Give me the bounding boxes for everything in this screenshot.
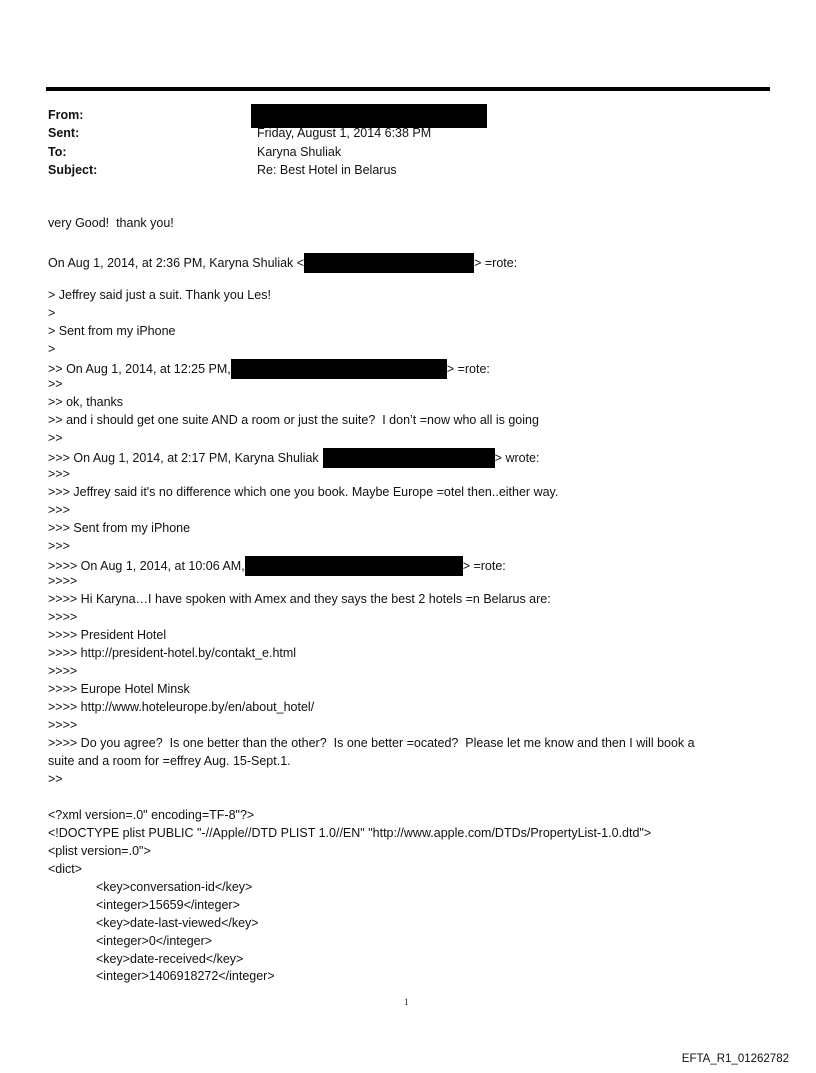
body-line: >>>> (48, 574, 78, 588)
body-line: >> (48, 772, 63, 786)
body-line: >>> (48, 503, 70, 517)
body-line: >>>> (48, 610, 78, 624)
body-line: > Jeffrey said just a suit. Thank you Les! (48, 288, 271, 302)
to-label: To: (48, 145, 67, 159)
body-line: >>> (48, 539, 70, 553)
plist-line: <plist version=.0"> (48, 844, 151, 858)
body-line: On Aug 1, 2014, at 2:36 PM, Karyna Shuliak < > =rote: (48, 253, 517, 273)
body-line: >>>> Europe Hotel Minsk (48, 682, 190, 696)
subject-label: Subject: (48, 163, 98, 177)
sent-value: Friday, August 1, 2014 6:38 PM (257, 126, 432, 140)
bates-number: EFTA_R1_01262782 (681, 1053, 789, 1065)
body-line: >>>> http://president-hotel.by/contakt_e.html (48, 646, 297, 660)
body-line: >>>> Hi Karyna…I have spoken with Amex and they says the best 2 hotels =n Belarus are: (48, 592, 551, 606)
from-label: From: (48, 108, 84, 122)
body-line: >> On Aug 1, 2014, at 12:25 PM, > =rote: (48, 359, 490, 379)
body-line: >>> Jeffrey said it's no difference which one you book. Maybe Europe =otel then..either way. (48, 485, 559, 499)
plist-line: <!DOCTYPE plist PUBLIC "-//Apple//DTD PLIST 1.0//EN" "http://www.apple.com/DTDs/PropertyList-1.0.dtd"> (48, 826, 652, 840)
page-number: 1 (404, 997, 409, 1007)
body-line: >>>> http://www.hoteleurope.by/en/about_hotel/ (48, 700, 315, 714)
body-line: >> ok, thanks (48, 395, 124, 409)
plist-line: <key>date-received</key> (96, 952, 244, 966)
body-line: > (48, 306, 56, 320)
subject-value: Re: Best Hotel in Belarus (257, 163, 397, 177)
body-line: >>>> On Aug 1, 2014, at 10:06 AM, > =rote: (48, 556, 506, 576)
body-line: very Good! thank you! (48, 216, 174, 230)
plist-line: <?xml version=.0" encoding=TF-8"?> (48, 808, 255, 822)
body-line: >>>> Do you agree? Is one better than the other? Is one better =ocated? Please let me know and then I will book a (48, 736, 695, 750)
sent-label: Sent: (48, 126, 80, 140)
body-line: >> and i should get one suite AND a room or just the suite? I don’t =now who all is going (48, 413, 539, 427)
body-line: > Sent from my iPhone (48, 324, 176, 338)
body-line: >>>> (48, 664, 78, 678)
body-line: >>> On Aug 1, 2014, at 2:17 PM, Karyna Shuliak > wrote: (48, 448, 539, 468)
body-line: >>>> President Hotel (48, 628, 167, 642)
to-value: Karyna Shuliak (257, 145, 342, 159)
from-redaction (251, 104, 487, 128)
plist-line: <integer>15659</integer> (96, 898, 240, 912)
body-line: > (48, 342, 56, 356)
body-line: >> (48, 377, 63, 391)
email-redaction (245, 556, 463, 576)
plist-line: <key>date-last-viewed</key> (96, 916, 259, 930)
body-line: suite and a room for =effrey Aug. 15-Sept.1. (48, 754, 291, 768)
plist-line: <key>conversation-id</key> (96, 880, 253, 894)
body-line: >>> (48, 467, 70, 481)
plist-line: <dict> (48, 862, 83, 876)
top-rule (46, 87, 770, 91)
plist-line: <integer>0</integer> (96, 934, 213, 948)
email-redaction (323, 448, 495, 468)
body-line: >>>> (48, 718, 78, 732)
plist-line: <integer>1406918272</integer> (96, 969, 275, 983)
email-redaction (304, 253, 474, 273)
body-line: >> (48, 431, 63, 445)
email-redaction (231, 359, 447, 379)
body-line: >>> Sent from my iPhone (48, 521, 191, 535)
